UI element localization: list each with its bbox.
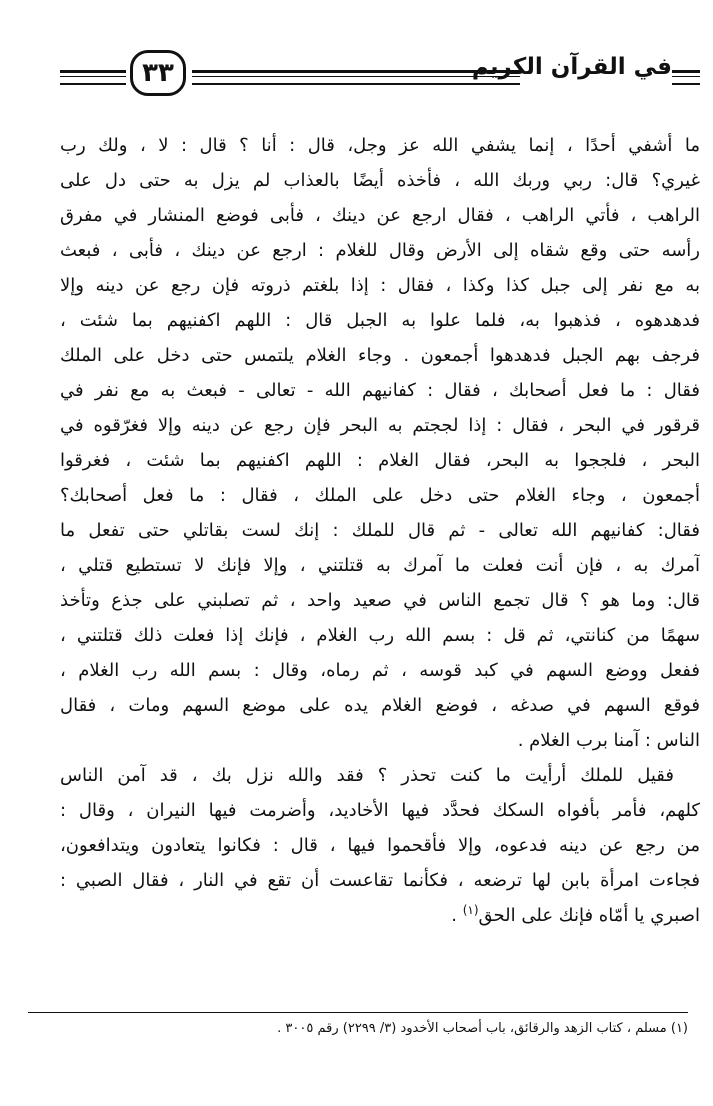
text-line: فقيل للملك أرأيت ما كنت تحذر ؟ فقد والله نزل بك ، قد آمن الناس <box>60 765 674 786</box>
text-line: البحر ، فلججوا به البحر، فقال الغلام : اللهم اكفنيهم بما شئت ، فغرقوا <box>60 450 700 471</box>
text-line: ففعل ووضع السهم في كبد قوسه ، ثم رماه، وقال : بسم الله رب الغلام ، <box>60 660 700 681</box>
text-line: الراهب ، فأتي الراهب ، فقال ارجع عن دينك ، فأبى فوضع المنشار في مفرق <box>60 205 700 226</box>
text-line: سهمًا من كنانتي، ثم قل : بسم الله رب الغلام ، فإنك إذا فعلت ذلك قتلتني ، <box>60 625 700 646</box>
header-rule-right <box>672 70 700 85</box>
text-line: فجاءت امرأة بابن لها ترضعه ، فكأنما تقاعست أن تقع في النار ، فقال الصبي : <box>60 870 700 891</box>
running-title: في القرآن الكريم <box>471 54 672 80</box>
text-line: أجمعون ، وجاء الغلام حتى دخل على الملك ، فقال : ما فعل أصحابك؟ <box>60 485 700 506</box>
text-line: فدهدهوه ، فذهبوا به، فلما علوا به الجبل قال : اللهم اكفنيهم بما شئت ، <box>60 310 700 331</box>
text-line: رأسه حتى وقع شقاه إلى الأرض وقال للغلام : ارجع عن دينك ، فأبى ، فبعث <box>60 240 700 261</box>
header-rule-left <box>60 70 126 85</box>
footnote-separator <box>28 1012 688 1013</box>
text-line: من رجع عن دينه فدعوه، وإلا فأقحموا فيها ، قال : فكانوا يتعادون ويتدافعون، <box>60 835 700 856</box>
text-line: قرقور في البحر ، فقال : إذا لججتم به البحر فإن رجع عن دينه وإلا فغرّقوه في <box>60 415 700 436</box>
footnote-reference: (١) <box>462 903 479 917</box>
footnote: (١) مسلم ، كتاب الزهد والرقائق، باب أصحاب الأخدود (٣/ ٢٢٩٩) رقم ٣٠٠٥ . <box>277 1021 688 1036</box>
text-line: ما أشفي أحدًا ، إنما يشفي الله عز وجل، قال : أنا ؟ قال : لا ، ولك رب <box>60 135 700 156</box>
text-line: غيري؟ قال: ربي وربك الله ، فأخذه أيضًا بالعذاب لم يزل به حتى دل على <box>60 170 700 191</box>
text-line: فرجف بهم الجبل فدهدهوا أجمعون . وجاء الغلام يلتمس حتى دخل على الملك <box>60 345 700 366</box>
text-line: فوقع السهم في صدغه ، فوضع الغلام يده على موضع السهم ومات ، فقال <box>60 695 700 716</box>
page-header <box>60 48 700 106</box>
text-line: الناس : آمنا برب الغلام . <box>517 730 700 751</box>
body-text <box>60 128 700 933</box>
text-line: كلهم، فأمر بأفواه السكك فحدَّد فيها الأخاديد، وأضرمت فيها النيران ، وقال : <box>60 800 700 821</box>
text-line: قال: وما هو ؟ قال تجمع الناس في صعيد واحد ، ثم تصلبني على جذع وتأخذ <box>60 590 700 611</box>
text-line: به مع نفر إلى جبل كذا وكذا ، فقال : إذا بلغتم ذروته فإن رجع عن دينه وإلا <box>60 275 700 296</box>
text-line: فقال : ما فعل أصحابك ، فقال : كفانيهم الله - تعالى - فبعث به مع نفر في <box>60 380 700 401</box>
header-rule-middle <box>192 70 520 85</box>
final-line-text: اصبري يا أمّاه فإنك على الحق <box>478 905 700 926</box>
final-period: . <box>451 905 463 926</box>
page-number: ٣٣ <box>130 50 186 96</box>
text-line-final <box>60 898 700 933</box>
text-line: آمرك به ، فإن أنت فعلت ما آمرك به قتلتني ، وإلا فإنك لا تستطيع قتلي ، <box>60 555 700 576</box>
text-line: فقال: كفانيهم الله تعالى - ثم قال للملك : إنك لست بقاتلي حتى تفعل ما <box>60 520 700 541</box>
